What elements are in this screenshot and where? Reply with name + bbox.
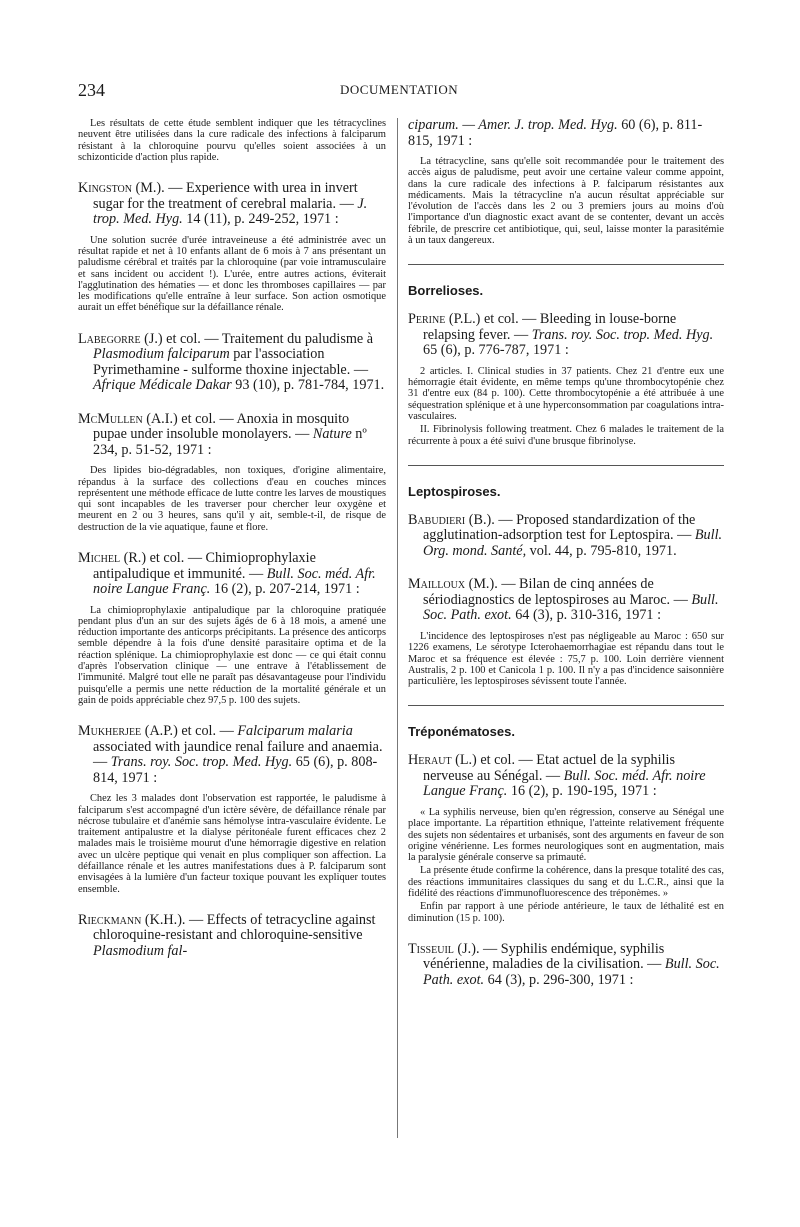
author: Babudieri (B.).	[408, 511, 495, 528]
abstract: Des lipides bio-dégradables, non toxiques, d'origine alimentaire, répandus à la surface des collections d'eau en couches minces représentent une méthode efficace de lutte contre les larves de moustiques qui sont incapables de les traverser pour chercher leur oxygène et meurent en 2 ou 3 heures, sans qu'il y ait, semble-t-il, de risque de destruction de la vie aquatique, faune et flore.	[78, 465, 386, 533]
ref-details: 16 (2), p. 190-195, 1971 :	[507, 783, 657, 800]
journal: ciparum. — Amer. J. trop. Med. Hyg.	[408, 117, 618, 133]
ref-details: vol. 44, p. 795-810, 1971.	[526, 542, 677, 559]
journal: Nature	[312, 426, 352, 443]
ref-title: et col. — Chimioprophylaxie antipaludique et immunité. —	[93, 550, 316, 582]
entry-babudieri	[408, 513, 724, 560]
journal: Trans. roy. Soc. trop. Med. Hyg.	[531, 326, 714, 343]
reference	[78, 913, 386, 960]
ref-title: — Proposed standardization of the agglutination-adsorption test for Leptospira. —	[423, 511, 696, 544]
author: Mailloux (M.).	[408, 576, 498, 593]
abstract: La chimioprophylaxie antipaludique par la chloroquine pratiquée pendant plus d'un an sur des sujets âgés de 6 à 18 mois, a amené une réduction importante des anticorps précipitants. La présence des anticorps semble dépendre à la fois d'une densité parasitaire optima et de la réaction splénique. La chimioprophylaxie est donc — ce qui était connu d'après l'observation clinique — une entrave à l'établissement de l'immunité. Malgré tout elle ne paraît pas désavantageuse pour l'individu puisqu'elle a permis une nette réduction de la mortalité générale et un gain de poids appréciable chez 97,5 p. 100 des sujets.	[78, 604, 386, 706]
reference	[408, 942, 724, 989]
journal: Trans. roy. Soc. trop. Med. Hyg.	[110, 754, 293, 771]
entry-mcmullen	[78, 412, 386, 533]
abstract: Les résultats de cette étude semblent indiquer que les tétracyclines neuvent être utilisées dans la cure radicale des infections à falciparum résistant à la chloroquine pourvu qu'elles soient associées à un schizonticide d'action plus rapide.	[78, 118, 386, 163]
ref-details: 16 (2), p. 207-214, 1971 :	[210, 581, 360, 598]
author: Heraut (L.)	[408, 752, 477, 769]
ref-details: 65 (6), p. 776-787, 1971 :	[423, 342, 569, 359]
ref-details: 65 (6), p. 808-814, 1971 :	[93, 754, 378, 786]
abstract: La tétracycline, sans qu'elle soit recommandée pour le traitement des accès aigus de paludisme, peut avoir une certaine valeur comme appoint, dans la cure radicale des infections à P. falciparum résistantes aux médicaments. Mais la tétracycline n'a aucun résultat appréciable sur l'évolution de l'accès dans les 2 ou 3 premiers jours au moins d'où l'importance d'un diagnostic exact avant de se contenter, devant un accès fébrile, de prescrire cet antibiotique, qui, seul, laisse monter la parasitémie à un taux dangereux.	[408, 156, 724, 247]
author: Perine (P.L.)	[408, 311, 481, 328]
entry-mukherjee	[78, 724, 386, 895]
reference	[78, 724, 386, 786]
journal: Bull. Soc. Path. exot.	[423, 956, 720, 988]
reference	[78, 412, 386, 459]
author: Kingston (M.).	[78, 180, 165, 197]
abstract: Une solution sucrée d'urée intraveineuse a été administrée avec un résultat rapide et net à 10 enfants allant de 6 mois à 7 ans présentant un paludisme cérébral et traités par la chloroquine (par voie intramusculaire et sans incident ou accident !). L'urée, entre autres actions, éviterait l'agglutination des hématies — et donc les thromboses capillaires — par les modifications qu'elle entraîne à leur surface. Son action osmotique aurait un effet bénéfique sur la défaillance rénale.	[78, 234, 386, 314]
entry-mailloux	[408, 577, 724, 687]
ref-title-italic: Falciparum malaria	[237, 723, 353, 740]
author: Rieckmann (K.H.).	[78, 911, 186, 928]
column-divider	[397, 118, 398, 1138]
entry-rieckmann-continued	[408, 118, 724, 246]
ref-title: et col. — Traitement du paludisme à	[162, 330, 374, 347]
ref-title: par l'association Pyrimethamine - sulforme thoxine injectable. —	[93, 346, 369, 378]
section-rule	[408, 465, 724, 466]
ref-details: 64 (3), p. 296-300, 1971 :	[484, 971, 634, 988]
reference	[408, 753, 724, 800]
reference	[78, 332, 386, 394]
section-rule	[408, 264, 724, 265]
entry-perine	[408, 312, 724, 447]
journal: Bull. Soc. Path. exot.	[423, 591, 719, 624]
ref-details: 64 (3), p. 310-316, 1971 :	[511, 607, 662, 624]
author: Mukherjee (A.P.)	[78, 723, 178, 740]
section-heading: Leptospiroses.	[408, 483, 501, 499]
ref-details: nº 234, p. 51-52, 1971 :	[93, 426, 367, 458]
ref-title: — Effects of tetracycline against chloroquine-resistant and chloroquine-sensitive	[93, 911, 376, 944]
page-number: 234	[78, 80, 105, 100]
author: Labegorre (J.)	[78, 330, 163, 347]
author: Tisseuil (J.).	[408, 940, 480, 957]
entry-heraut	[408, 753, 724, 923]
entry-labegorre	[78, 332, 386, 394]
reference	[408, 577, 724, 624]
journal: Afrique Médicale Dakar	[93, 377, 232, 394]
reference	[78, 551, 386, 598]
abstract: La présente étude confirme la cohérence, dans la presque totalité des cas, des réactions immunitaires classiques du sang et du L.C.R., ainsi que la fidélité des réactions d'immunofluorescence des tréponèmes. »	[408, 865, 724, 900]
ref-title: — Syphilis endémique, syphilis vénérienne, maladies de la civilisation. —	[423, 940, 665, 973]
author: Michel (R.)	[78, 550, 147, 567]
page-header	[78, 80, 738, 104]
ref-details: 93 (10), p. 781-784, 1971.	[231, 377, 385, 394]
reference	[408, 118, 724, 149]
right-column	[408, 118, 724, 1006]
reference	[408, 312, 724, 359]
left-column	[78, 118, 386, 977]
reference	[408, 513, 724, 560]
ref-title: associated with jaundice renal failure and anaemia. —	[93, 738, 383, 771]
abstract: II. Fibrinolysis following treatment. Chez 6 malades le traitement de la récurrente à poux a été suivi d'une brusque fibrinolyse.	[408, 424, 724, 447]
ref-title: et col. — Anoxia in mosquito pupae under insoluble monolayers. —	[93, 410, 350, 443]
entry-michel	[78, 551, 386, 706]
ref-title-italic: Plasmodium fal-	[93, 942, 188, 959]
running-head: DOCUMENTATION	[340, 82, 459, 97]
ref-title-italic: Plasmodium falciparum	[93, 346, 230, 363]
journal: J. trop. Med. Hyg.	[93, 195, 368, 228]
ref-details: 14 (11), p. 249-252, 1971 :	[182, 211, 339, 228]
abstract: Chez les 3 malades dont l'observation est rapportée, le paludisme à falciparum s'est accompagné d'un ictère sévère, de défaillance rénale par nécrose tubulaire et d'anémie sans hémolyse intra-vasculaire évidente. Le traitement antipalustre et la dialyse péritonéale furent efficaces chez 2 malades mais le troisième mourut d'une hémorragie digestive en relation avec un ulcère peptique qui venait en plus compliquer son affection. La défaillance rénale et les autres manifestations dues à P. falciparum sont envisagées à la lumière d'un facteur toxique pouvant les expliquer toutes ensemble.	[78, 793, 386, 895]
ref-details: 60 (6), p. 811-815, 1971 :	[408, 117, 703, 149]
ref-title: et col. — Etat actuel de la syphilis nerveuse au Sénégal. —	[423, 752, 675, 784]
ref-title: et col. — Bleeding in louse-borne relapsing fever. —	[423, 311, 677, 343]
ref-title: — Bilan de cinq années de sériodiagnostics de leptospiroses au Maroc. —	[423, 576, 692, 608]
entry-rieckmann	[78, 913, 386, 960]
author: McMullen (A.I.)	[78, 410, 178, 427]
section-heading: Tréponématoses.	[408, 724, 515, 740]
entry-tisseuil	[408, 942, 724, 989]
abstract: L'incidence des leptospiroses n'est pas négligeable au Maroc : 650 sur 1226 examens, Le sérotype Icterohaemorrhagiae est répandu dans tout le Maroc et sa fréquence est élevée : 75,7 p. 100. Loin derrière viennent Australis, 2 p. 100 et Canicola 1 p. 100. Il n'y a pas d'incidence saisonnière particulière, les leptospiroses sévissent toute l'année.	[408, 630, 724, 688]
ref-title: et col. —	[177, 723, 238, 740]
section-heading: Borrelioses.	[408, 283, 484, 299]
journal: Bull. Soc. méd. Afr. noire Langue Franç.	[93, 565, 376, 598]
intro-block	[78, 118, 386, 163]
abstract: 2 articles. I. Clinical studies in 37 patients. Chez 21 d'entre eux une hémorragie était évidente, en même temps qu'une thrombocytopénie chez 31 d'entre eux (84 p. 100). Cette thrombocytopénie a été attribuée à une séquestration splénique et à une hyperconsommation par coagulations intra-vasculaires.	[408, 365, 724, 423]
section-rule	[408, 705, 724, 706]
abstract: Enfin par rapport à une période antérieure, le taux de léthalité est en diminution (15 p. 100).	[408, 901, 724, 924]
journal: Bull. Soc. méd. Afr. noire Langue Franç.	[423, 767, 706, 800]
reference	[78, 181, 386, 228]
ref-title: — Experience with urea in invert sugar for the treatment of cerebral malaria. —	[93, 180, 358, 212]
journal: Bull. Org. mond. Santé,	[423, 527, 723, 559]
entry-kingston	[78, 181, 386, 314]
abstract: « La syphilis nerveuse, bien qu'en régression, conserve au Sénégal une place importante. La répartition ethnique, l'atteinte relativement fréquente des sujets non sédentaires et urbanisés, sont des arguments en faveur de son origine vénérienne. Les formes neurologiques sont en augmentation, mais la paralysie générale conserve sa primauté.	[408, 806, 724, 864]
